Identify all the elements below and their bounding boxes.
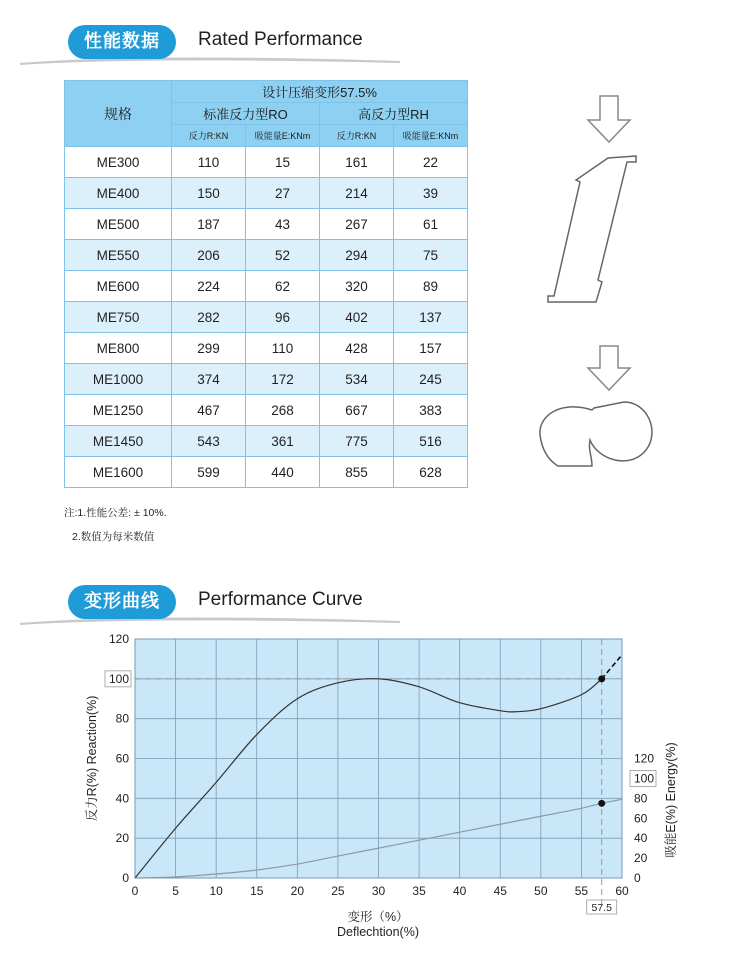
cell-rh-e: 245 (394, 364, 468, 395)
table-row (65, 333, 468, 364)
sub-header: 吸能量E:KNm (246, 125, 320, 147)
cell-ro-r: 206 (172, 240, 246, 271)
cell-rh-r: 402 (320, 302, 394, 333)
cell-spec: ME500 (65, 209, 172, 240)
fender-diagram (520, 90, 700, 490)
cell-ro-r: 282 (172, 302, 246, 333)
design-point-label: 57.5 (591, 902, 612, 914)
x-axis-label-en: Deflechtion(%) (337, 925, 419, 939)
y-left-tick-label: 80 (115, 711, 129, 726)
y-left-tick-label: 60 (115, 751, 129, 766)
cell-rh-r: 775 (320, 426, 394, 457)
cell-rh-e: 516 (394, 426, 468, 457)
x-tick-label: 45 (493, 884, 507, 898)
cell-rh-e: 75 (394, 240, 468, 271)
section-tag: 变形曲线 (68, 585, 176, 619)
cell-rh-r: 267 (320, 209, 394, 240)
cell-ro-r: 543 (172, 426, 246, 457)
y-left-tick-label: 120 (108, 632, 129, 646)
cell-rh-r: 667 (320, 395, 394, 426)
y-left-tick-label: 100 (108, 671, 129, 686)
x-tick-label: 30 (371, 884, 386, 898)
cell-spec: ME1250 (65, 395, 172, 426)
cell-ro-e: 27 (246, 178, 320, 209)
cell-rh-e: 22 (394, 147, 468, 178)
ro-header: 标准反力型RO (172, 103, 320, 125)
cell-ro-e: 62 (246, 271, 320, 302)
cell-rh-e: 628 (394, 457, 468, 488)
y-left-tick-label: 20 (115, 831, 129, 846)
cell-spec: ME1000 (65, 364, 172, 395)
cell-rh-r: 428 (320, 333, 394, 364)
note-1: 注:1.性能公差: ± 10%. (64, 507, 167, 519)
cell-ro-e: 96 (246, 302, 320, 333)
cell-ro-e: 52 (246, 240, 320, 271)
section-tag: 性能数据 (68, 25, 176, 59)
table-row (65, 178, 468, 209)
y-right-tick-label: 0 (634, 871, 641, 885)
group-header: 设计压缩变形57.5% (172, 81, 468, 103)
cell-ro-r: 150 (172, 178, 246, 209)
cell-ro-e: 268 (246, 395, 320, 426)
table-row (65, 364, 468, 395)
x-tick-label: 20 (290, 884, 305, 898)
sub-header: 反力R:KN (320, 125, 394, 147)
cell-rh-e: 61 (394, 209, 468, 240)
cell-spec: ME300 (65, 147, 172, 178)
x-tick-label: 60 (615, 884, 629, 898)
cell-rh-r: 320 (320, 271, 394, 302)
spec-header: 规格 (65, 81, 172, 147)
y-right-axis-label: 吸能E(%) Energy(%) (664, 742, 678, 858)
cell-spec: ME400 (65, 178, 172, 209)
sub-header: 吸能量E:KNm (394, 125, 468, 147)
table-row (65, 147, 468, 178)
note-2: 2.数值为每米数值 (72, 531, 155, 543)
cell-ro-r: 187 (172, 209, 246, 240)
cell-ro-r: 467 (172, 395, 246, 426)
cell-ro-r: 374 (172, 364, 246, 395)
y-right-tick-label: 120 (634, 751, 655, 766)
table-row (65, 302, 468, 333)
table-row (65, 395, 468, 426)
cell-ro-e: 361 (246, 426, 320, 457)
y-right-tick-label: 60 (634, 811, 648, 826)
design-point-energy (598, 800, 605, 807)
y-right-tick-label: 20 (634, 851, 648, 866)
cell-ro-e: 172 (246, 364, 320, 395)
cell-rh-r: 214 (320, 178, 394, 209)
x-tick-label: 5 (172, 884, 179, 898)
cell-rh-r: 855 (320, 457, 394, 488)
rh-header: 高反力型RH (320, 103, 468, 125)
cell-ro-r: 110 (172, 147, 246, 178)
cell-spec: ME800 (65, 333, 172, 364)
x-tick-label: 35 (412, 884, 426, 898)
cell-spec: ME1600 (65, 457, 172, 488)
x-tick-label: 0 (131, 884, 139, 898)
cell-rh-e: 157 (394, 333, 468, 364)
cell-rh-r: 294 (320, 240, 394, 271)
section-header-curve (0, 585, 735, 625)
fender-compressed-profile (540, 402, 652, 466)
x-tick-label: 55 (574, 884, 589, 898)
performance-table (64, 80, 468, 488)
table-row (65, 457, 468, 488)
y-left-tick-label: 40 (115, 791, 129, 806)
cell-ro-r: 299 (172, 333, 246, 364)
design-point-reaction (598, 675, 605, 682)
y-left-tick-label: 0 (122, 871, 129, 885)
x-tick-label: 15 (250, 884, 264, 898)
table-row (65, 209, 468, 240)
x-tick-label: 40 (452, 884, 467, 898)
cell-rh-e: 39 (394, 178, 468, 209)
cell-ro-e: 440 (246, 457, 320, 488)
x-tick-label: 50 (534, 884, 548, 898)
cell-rh-r: 161 (320, 147, 394, 178)
sub-header: 反力R:KN (172, 125, 246, 147)
arrow-down-icon (588, 96, 630, 142)
y-right-tick-label: 100 (634, 771, 655, 786)
arrow-down-icon (588, 346, 630, 390)
section-title: Performance Curve (198, 589, 363, 610)
cell-ro-r: 224 (172, 271, 246, 302)
x-axis-label-cn: 变形（%） (347, 910, 409, 924)
cell-spec: ME550 (65, 240, 172, 271)
cell-rh-e: 137 (394, 302, 468, 333)
y-right-tick-label: 40 (634, 831, 648, 846)
fender-side-profile (548, 156, 636, 302)
table-row (65, 271, 468, 302)
performance-curve-chart (0, 620, 735, 956)
table-row (65, 426, 468, 457)
y-left-axis-label: 反力R(%) Reaction(%) (85, 695, 99, 822)
section-title: Rated Performance (198, 29, 363, 50)
cell-ro-e: 110 (246, 333, 320, 364)
section-header-performance (0, 25, 735, 65)
x-tick-label: 10 (209, 884, 223, 898)
cell-spec: ME750 (65, 302, 172, 333)
cell-ro-e: 43 (246, 209, 320, 240)
cell-ro-e: 15 (246, 147, 320, 178)
table-row (65, 240, 468, 271)
y-right-tick-label: 80 (634, 791, 648, 806)
cell-ro-r: 599 (172, 457, 246, 488)
table-notes (64, 501, 167, 549)
cell-rh-e: 383 (394, 395, 468, 426)
cell-spec: ME1450 (65, 426, 172, 457)
cell-rh-r: 534 (320, 364, 394, 395)
cell-spec: ME600 (65, 271, 172, 302)
x-tick-label: 25 (331, 884, 345, 898)
cell-rh-e: 89 (394, 271, 468, 302)
